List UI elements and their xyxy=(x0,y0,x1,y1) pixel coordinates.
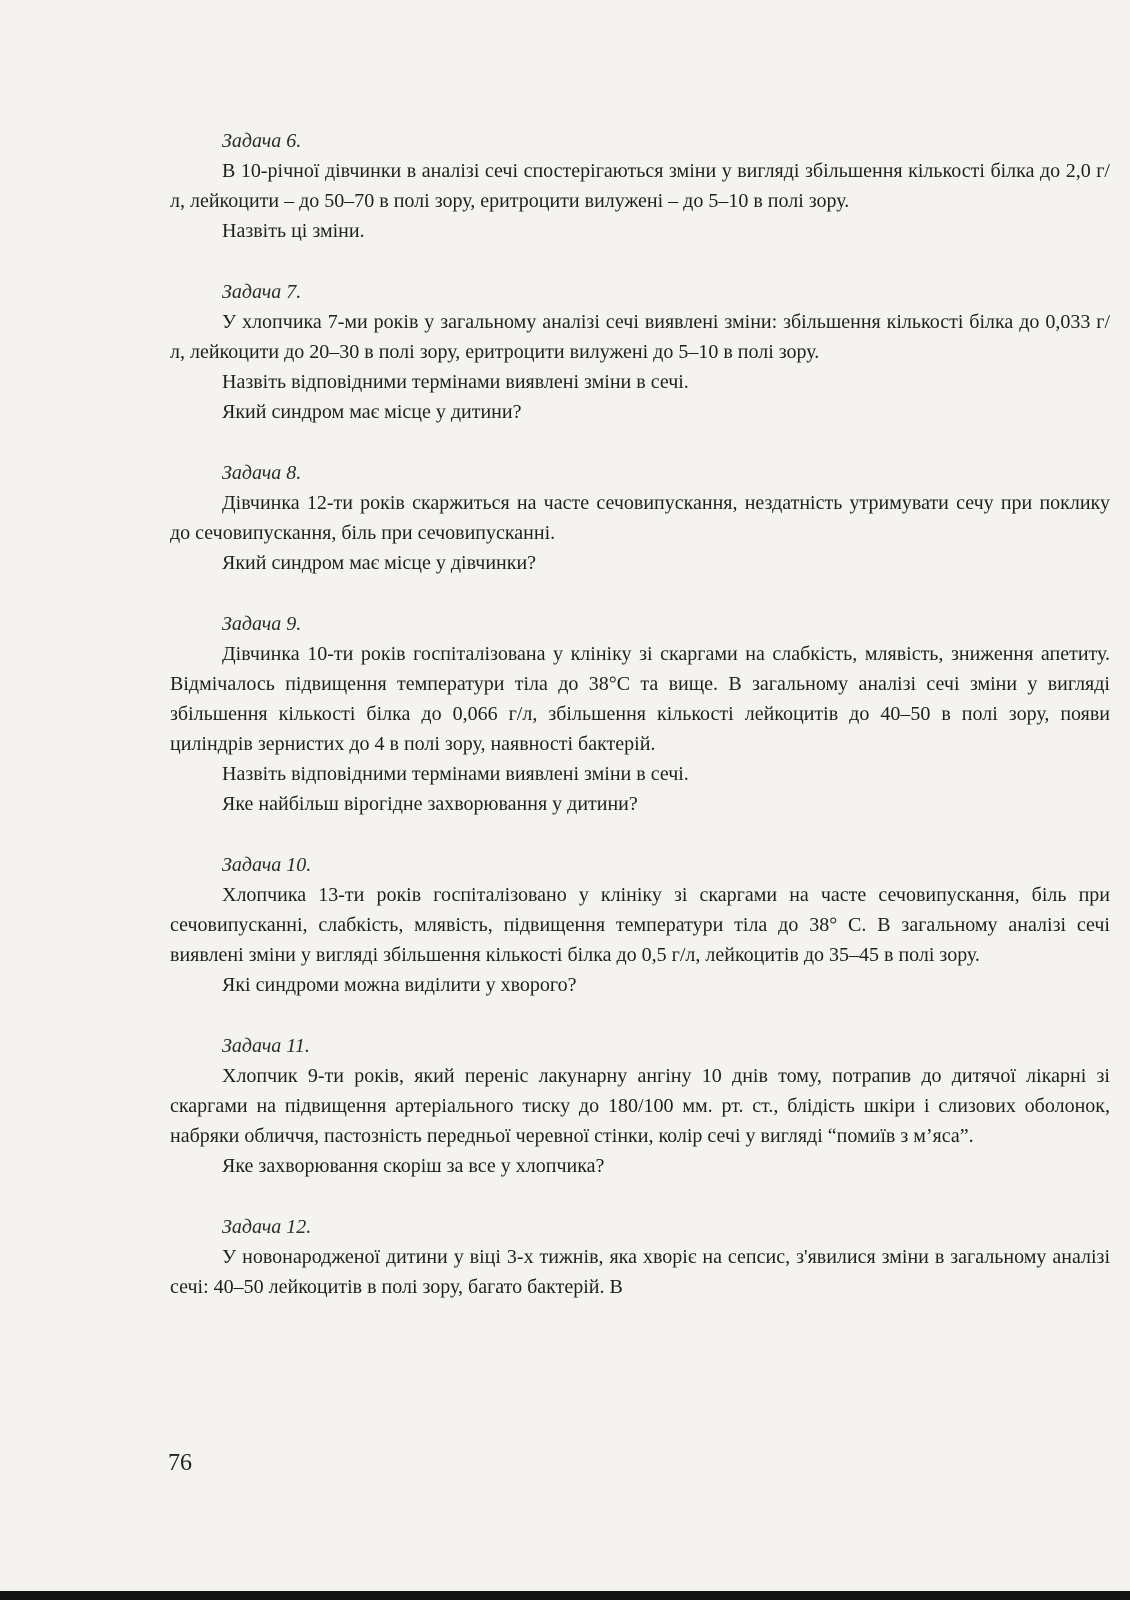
task-6 xyxy=(170,126,1110,246)
scan-bottom-edge xyxy=(0,1591,1130,1600)
task-question: Яке захворювання скоріш за все у хлопчика? xyxy=(222,1155,605,1177)
task-question: Яке найбільш вірогідне захворювання у дитини? xyxy=(222,793,638,815)
task-7 xyxy=(170,277,1110,427)
task-question: Який синдром має місце у дитини? xyxy=(222,401,522,423)
task-8 xyxy=(170,458,1110,578)
task-title: Задача 6. xyxy=(222,130,302,152)
page-number: 76 xyxy=(168,1450,192,1476)
task-title: Задача 8. xyxy=(222,462,302,484)
task-paragraph: Дівчинка 12-ти років скаржиться на часте сечовипускання, нездатність утримувати сечу при поклику до сечовипускання, біль при сечовипусканні. xyxy=(170,492,1110,544)
task-question: Які синдроми можна виділити у хворого? xyxy=(222,974,577,996)
task-question: Назвіть відповідними термінами виявлені зміни в сечі. xyxy=(222,763,689,785)
task-paragraph: У хлопчика 7-ми років у загальному аналізі сечі виявлені зміни: збільшення кількості білка до 0,033 г/л, лейкоцити до 20–30 в полі зору, еритроцити вилужені до 5–10 в полі зору. xyxy=(170,311,1110,363)
task-title: Задача 11. xyxy=(222,1035,310,1057)
task-question: Назвіть відповідними термінами виявлені зміни в сечі. xyxy=(222,371,689,393)
task-question: Назвіть ці зміни. xyxy=(222,220,365,242)
task-question: Який синдром має місце у дівчинки? xyxy=(222,552,537,574)
task-11 xyxy=(170,1031,1110,1181)
task-paragraph: У новонародженої дитини у віці 3-х тижнів, яка хворіє на сепсис, з'явилися зміни в загальному аналізі сечі: 40–50 лейкоцитів в полі зору, багато бактерій. В xyxy=(170,1246,1110,1298)
task-title: Задача 9. xyxy=(222,613,302,635)
task-9 xyxy=(170,609,1110,819)
task-paragraph: Хлопчика 13-ти років госпіталізовано у клініку зі скаргами на часте сечовипускання, біль при сечовипусканні, слабкість, млявість, підвищення температури тіла до 38° С. В загальному аналізі сечі виявлені зміни у вигляді збільшення кількості білка до 0,5 г/л, лейкоцитів до 35–45 в полі зору. xyxy=(170,884,1110,966)
task-paragraph: Хлопчик 9-ти років, який переніс лакунарну ангіну 10 днів тому, потрапив до дитячої лікарні зі скаргами на підвищення артеріального тиску до 180/100 мм. рт. ст., блідість шкіри і слизових оболонок, набряки обличчя, пастозність передньої черевної стінки, колір сечі у вигляді “помиїв з м’яса”. xyxy=(170,1065,1110,1147)
task-paragraph: В 10-річної дівчинки в аналізі сечі спостерігаються зміни у вигляді збільшення кількості білка до 2,0 г/л, лейкоцити – до 50–70 в полі зору, еритроцити вилужені – до 5–10 в полі зору. xyxy=(170,160,1110,212)
task-12 xyxy=(170,1212,1110,1302)
task-title: Задача 12. xyxy=(222,1216,312,1238)
task-title: Задача 10. xyxy=(222,854,312,876)
page-content xyxy=(170,126,1110,1333)
task-title: Задача 7. xyxy=(222,281,302,303)
task-paragraph: Дівчинка 10-ти років госпіталізована у клініку зі скаргами на слабкість, млявість, зниження апетиту. Відмічалось підвищення температури тіла до 38°С та вище. В загальному аналізі сечі зміни у вигляді збільшення кількості білка до 0,066 г/л, збільшення кількості лейкоцитів до 40–50 в полі зору, появи циліндрів зернистих до 4 в полі зору, наявності бактерій. xyxy=(170,643,1110,755)
task-10 xyxy=(170,850,1110,1000)
